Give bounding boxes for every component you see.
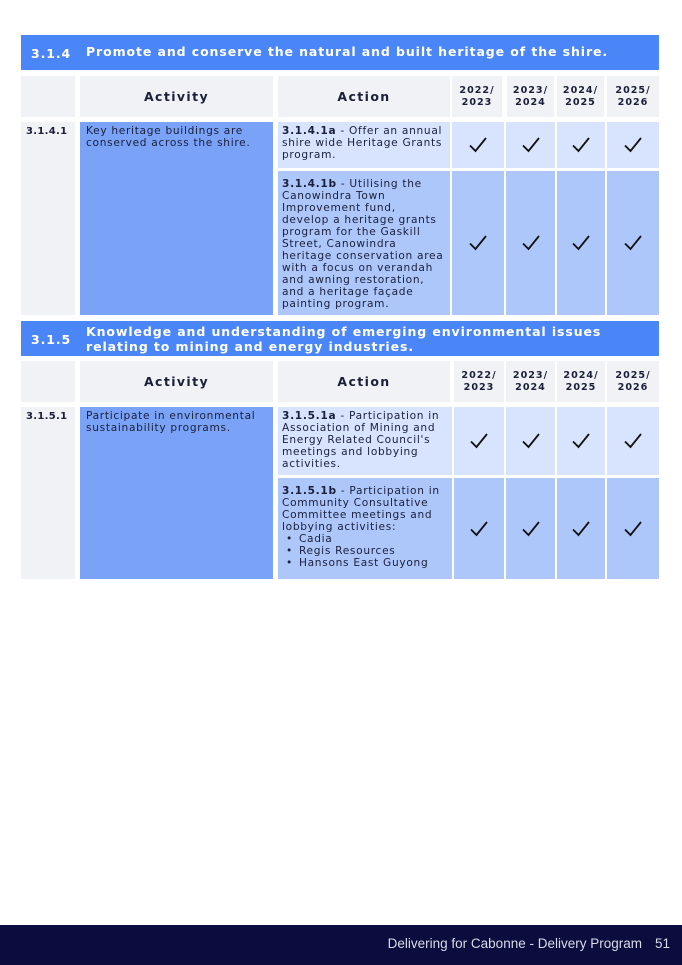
section-header [21,35,659,70]
id-header-cell [21,76,75,117]
activity-id: 3.1.5.1 [21,407,75,579]
action-header: Action [278,361,450,402]
list-item: • Cadia [286,533,448,545]
checkmark-icon [468,234,488,252]
checkmark-icon [623,432,643,450]
year-header: 2023/ 2024 [507,76,554,117]
checkmark-icon [571,520,591,538]
activity-text: Participate in environmental sustainability programs. [80,407,273,579]
tick-cell [506,478,555,579]
action-text: - Offer an annual shire wide Heritage Grants program. [282,125,443,161]
year-header: 2022/ 2023 [452,76,502,117]
action-cell [278,407,452,475]
tick-cell [506,122,555,168]
action-text: - Utilising the Canowindra Town Improvement fund, develop a heritage grants program for the Gaskill Street, Canowindra heritage conservation area with a focus on verandah and awning restoration, and a heritage façade painting program. [282,178,444,310]
tick-cell [557,478,605,579]
tick-cell [557,407,605,475]
tick-cell [506,171,555,315]
action-text: - Participation in Association of Mining and Energy Related Council's meetings and lobbying activities. [282,410,440,470]
id-header-cell [21,361,75,402]
tick-cell [607,171,659,315]
checkmark-icon [468,136,488,154]
year-header: 2025/ 2026 [607,76,659,117]
activity-text: Key heritage buildings are conserved across the shire. [80,122,273,315]
activity-header: Activity [80,361,273,402]
year-header: 2025/ 2026 [607,361,659,402]
year-header: 2024/ 2025 [557,361,605,402]
tick-cell [506,407,555,475]
tick-cell [452,122,504,168]
tick-cell [454,407,504,475]
page-footer [0,925,682,965]
action-code: 3.1.5.1b [282,485,337,497]
section-number: 3.1.4 [31,46,72,61]
year-header: 2024/ 2025 [557,76,604,117]
tick-cell [607,122,659,168]
section-header [21,321,659,356]
list-item: • Hansons East Guyong [286,557,448,569]
checkmark-icon [571,136,591,154]
action-code: 3.1.4.1a [282,125,337,137]
action-cell [278,171,450,315]
checkmark-icon [521,432,541,450]
section-title: Knowledge and understanding of emerging environmental issues relating to mining and energy industries. [86,324,602,354]
year-header: 2022/ 2023 [454,361,504,402]
checkmark-icon [623,136,643,154]
tick-cell [607,407,659,475]
footer-title: Delivering for Cabonne - Delivery Program [387,936,642,951]
action-text: - Participation in Community Consultative Committee meetings and lobbying activities: [282,485,440,533]
checkmark-icon [521,520,541,538]
action-header: Action [278,76,450,117]
action-code: 3.1.4.1b [282,178,337,190]
tick-cell [607,478,659,579]
action-code: 3.1.5.1a [282,410,337,422]
tick-cell [452,171,504,315]
list-item: • Regis Resources [286,545,448,557]
checkmark-icon [623,520,643,538]
checkmark-icon [469,520,489,538]
tick-cell [557,171,605,315]
bullet-list [282,533,448,569]
action-cell [278,478,452,579]
action-cell [278,122,450,168]
checkmark-icon [623,234,643,252]
activity-id: 3.1.4.1 [21,122,75,315]
section-number: 3.1.5 [31,332,72,347]
tick-cell [557,122,605,168]
year-header: 2023/ 2024 [506,361,555,402]
section-title: Promote and conserve the natural and built heritage of the shire. [86,44,609,59]
page-number: 51 [654,936,670,951]
checkmark-icon [469,432,489,450]
checkmark-icon [571,234,591,252]
checkmark-icon [521,136,541,154]
activity-header: Activity [80,76,273,117]
checkmark-icon [521,234,541,252]
checkmark-icon [571,432,591,450]
tick-cell [454,478,504,579]
